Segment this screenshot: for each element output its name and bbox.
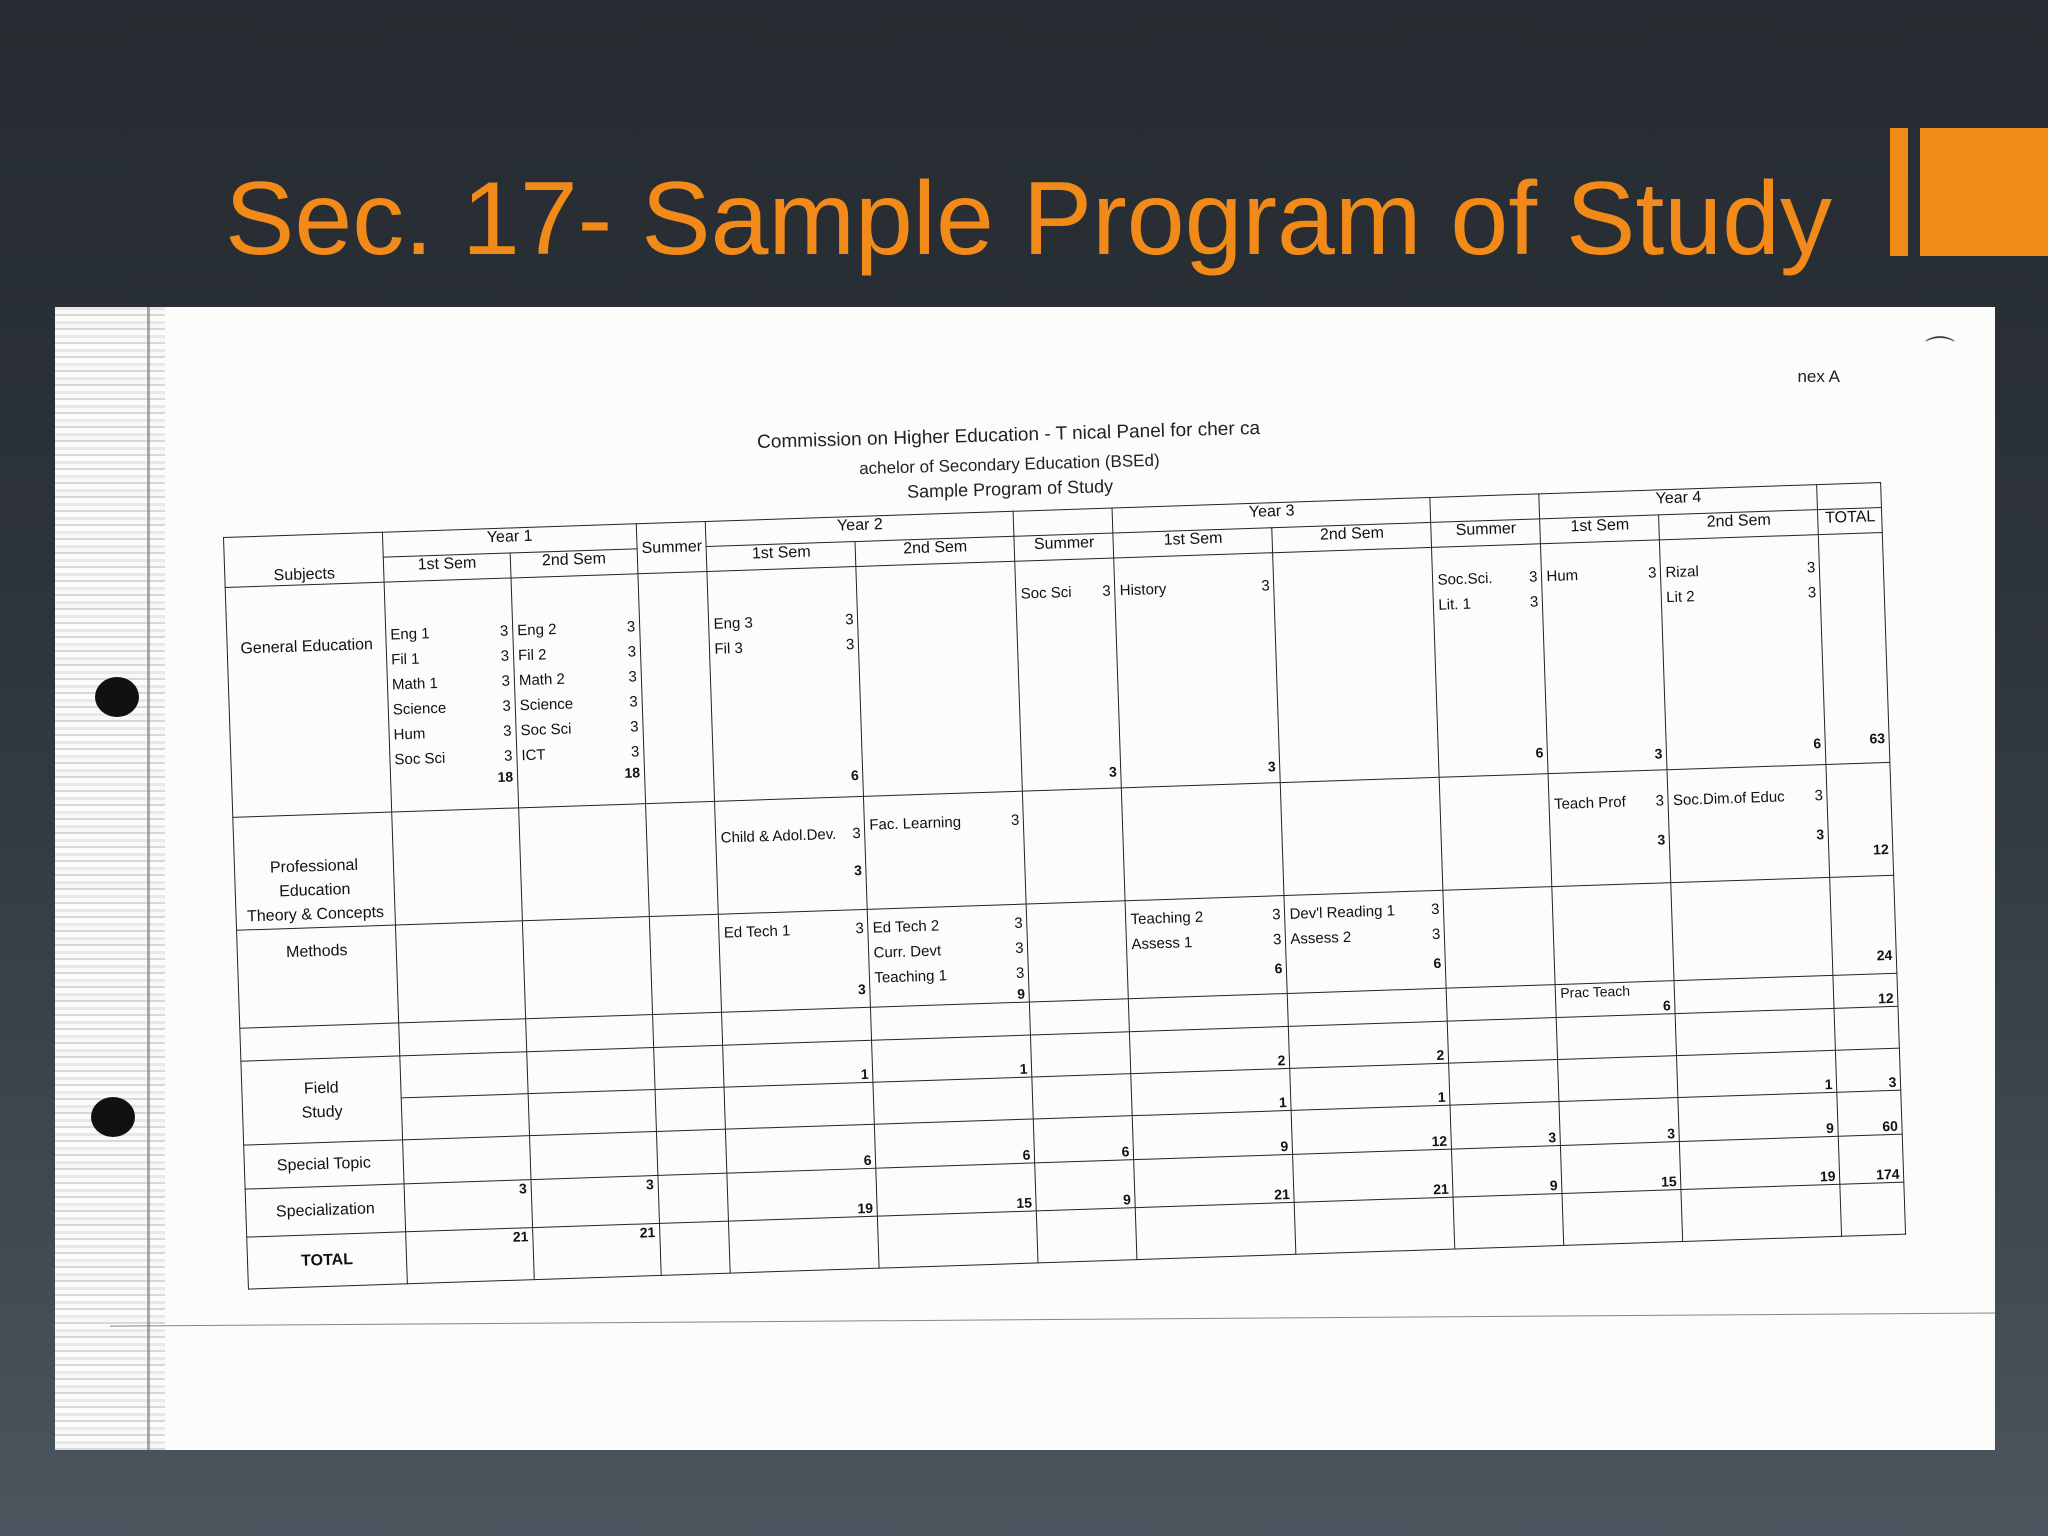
units-subtotal: 18 — [497, 768, 514, 786]
st-y4s1: 3 — [1559, 1098, 1679, 1146]
subject-entry: Fil 3 3 — [714, 636, 855, 658]
st-total: 60 — [1837, 1090, 1902, 1136]
fs1-y3s1: 2 — [1130, 1026, 1290, 1073]
st-y2s2: 6 — [875, 1119, 1035, 1168]
theory-y2s1-cell — [715, 796, 868, 914]
specialization-label: Specialization — [245, 1184, 406, 1237]
prof-ed-label — [233, 812, 396, 930]
header-program: achelor of Secondary Education (BSEd) — [858, 450, 1160, 479]
prac-y2s1-cell — [722, 1007, 872, 1045]
theory-y2s2-cell — [864, 791, 1027, 909]
st-y3su: 3 — [1450, 1102, 1560, 1150]
fs2-y4s2: 1 — [1677, 1050, 1837, 1097]
subject-entry: Ed Tech 1 3 — [723, 919, 865, 942]
methods-y2s2-cell — [868, 904, 1030, 1007]
prac-y1s2-cell — [526, 1015, 654, 1052]
special-topic-label: Special Topic — [244, 1140, 404, 1189]
subject-entry: Fil 1 3 — [390, 647, 510, 669]
subject-entry: Child & Adol.Dev. 3 — [720, 825, 861, 847]
subject-entry: Lit 2 3 — [1665, 584, 1817, 607]
subject-entry: Curr. Devt 3 — [873, 939, 1024, 962]
units-subtotal: 3 — [1654, 745, 1663, 762]
y4-2nd-sem-header: 2nd Sem — [1659, 510, 1819, 540]
subject-entry: Rizal 3 — [1665, 559, 1816, 582]
subject-entry: Soc Sci 3 — [394, 747, 513, 769]
y1-1st-sem-header: 1st Sem — [383, 553, 511, 582]
theory-y3s2-cell — [1281, 777, 1444, 895]
corner-mark: ⌒ — [1925, 336, 1955, 369]
total-header: TOTAL — [1818, 507, 1883, 534]
gen-ed-y4s1-cell — [1541, 540, 1668, 774]
subject-entry: ICT 3 — [521, 743, 640, 765]
subject-entry: Fil 2 3 — [517, 643, 637, 665]
program-of-study-table — [223, 482, 1907, 1290]
methods-label: Methods — [237, 925, 399, 1028]
tot-y1s2: 21 — [533, 1223, 662, 1279]
punch-hole — [91, 1097, 135, 1137]
subject-entry: Assess 1 3 — [1131, 931, 1282, 954]
year4-header: Year 4 — [1539, 485, 1818, 519]
methods-y3su-cell — [1443, 887, 1555, 989]
methods-y1s1-cell — [395, 921, 525, 1023]
gen-ed-y2s1-cell — [707, 567, 864, 802]
subject-entry: Lit. 1 3 — [1438, 593, 1539, 614]
fs1-y2s1: 1 — [723, 1040, 873, 1087]
subject-entry: Science 3 — [519, 693, 638, 715]
units-subtotal: 3 — [857, 980, 867, 998]
units-subtotal: 3 — [1267, 758, 1276, 775]
subject-entry: Soc Sci 3 — [1020, 582, 1112, 603]
field-study-label: Field Study — [241, 1056, 403, 1145]
binding-edge-line — [147, 307, 150, 1450]
subject-entry: Teach Prof 3 — [1553, 792, 1665, 814]
theory-y4s2-cell — [1667, 764, 1830, 882]
subjects-header: Subjects — [224, 532, 385, 587]
tot-y2su: 9 — [1035, 1160, 1136, 1211]
y3-summer-header: Summer — [1431, 519, 1541, 548]
subject-entry: Teaching 1 3 — [874, 964, 1025, 987]
theory-y2su-cell — [1023, 788, 1126, 904]
y3-1st-sem-header: 1st Sem — [1113, 528, 1273, 558]
tot-y1s1: 21 — [406, 1228, 535, 1284]
punch-hole — [95, 677, 139, 717]
subject-entry: Soc.Sci. 3 — [1437, 568, 1538, 589]
units-subtotal: 6 — [1813, 735, 1822, 752]
prac-y3su-cell — [1447, 985, 1557, 1022]
document-header — [555, 307, 1455, 502]
year1-summer-header: Summer — [636, 521, 707, 573]
subject-entry: Math 2 3 — [518, 668, 638, 690]
st-y3s2: 12 — [1292, 1105, 1452, 1154]
program-table-wrapper — [223, 482, 1907, 1290]
header-commission: Commission on Higher Education - T nical Panel for cher ca — [756, 417, 1261, 453]
subject-entry: Eng 3 3 — [713, 611, 854, 633]
prac-y1s1-cell — [399, 1019, 527, 1056]
subject-entry: Hum 3 — [393, 722, 512, 744]
theory-y1s2-cell — [519, 804, 650, 921]
tot-y3s2: 21 — [1293, 1149, 1454, 1202]
tot-y4s2: 19 — [1680, 1136, 1841, 1189]
subject-entry: Teaching 2 3 — [1130, 906, 1281, 929]
annex-label: nex A — [1797, 367, 1840, 386]
units-subtotal: 3 — [853, 862, 863, 879]
units-subtotal: 18 — [624, 764, 641, 781]
y4-1st-sem-header: 1st Sem — [1540, 515, 1660, 544]
units-subtotal: 6 — [1662, 997, 1672, 1014]
prof-ed-text: Professional Education — [269, 856, 359, 901]
prac-y3s1-cell — [1129, 993, 1289, 1031]
y1-2nd-sem-header: 2nd Sem — [510, 549, 638, 578]
y2-2nd-sem-header: 2nd Sem — [855, 536, 1015, 566]
methods-y3s1-cell — [1126, 896, 1288, 999]
fs2-total: 3 — [1836, 1048, 1901, 1092]
tot-total: 174 — [1839, 1134, 1905, 1184]
prac-y4s2-cell — [1674, 975, 1834, 1013]
prac-y2s2-cell — [871, 1002, 1031, 1040]
theory-text: Theory & Concepts — [246, 903, 385, 926]
units-subtotal: 6 — [850, 767, 859, 784]
units-subtotal: 6 — [1433, 954, 1442, 972]
subject-entry: Soc.Dim.of Educ 3 — [1672, 787, 1824, 810]
gen-ed-total-cell: 63 — [1819, 532, 1891, 764]
subject-entry: Assess 2 3 — [1290, 925, 1441, 948]
fs1-y2s2: 1 — [872, 1035, 1032, 1082]
tot-y3s1: 21 — [1134, 1154, 1295, 1207]
tot-y2s1: 19 — [727, 1168, 878, 1221]
prac-y3s2-cell — [1288, 988, 1448, 1026]
methods-y2s1-cell — [719, 909, 871, 1012]
methods-total-cell: 24 — [1830, 875, 1897, 975]
st-y4s2: 9 — [1678, 1092, 1838, 1141]
theory-y1su-cell — [646, 801, 719, 916]
methods-y1su-cell — [649, 914, 722, 1014]
subject-entry: Math 1 3 — [391, 672, 511, 694]
year2-summer-spacer — [1014, 508, 1114, 536]
st-y3s1: 9 — [1133, 1110, 1293, 1159]
gen-ed-y1su-cell — [638, 571, 715, 803]
y2-1st-sem-header: 1st Sem — [707, 542, 857, 572]
year2-header: Year 2 — [706, 511, 1015, 546]
gen-ed-label: General Education — [225, 582, 392, 817]
units-subtotal: 6 — [1535, 744, 1544, 761]
tot-y2s2: 15 — [876, 1163, 1037, 1216]
accent-bar-thin — [1890, 128, 1908, 256]
year3-header: Year 3 — [1112, 497, 1431, 533]
methods-y1s2-cell — [522, 917, 652, 1019]
subject-entry: Soc Sci 3 — [520, 718, 639, 740]
y3-2nd-sem-header: 2nd Sem — [1272, 522, 1432, 552]
fs1-y3s2: 2 — [1289, 1021, 1449, 1068]
gen-ed-y2su-cell — [1015, 558, 1122, 791]
prac-total-cell: 12 — [1833, 973, 1898, 1008]
gen-ed-y1s1-cell — [384, 578, 519, 812]
units-subtotal: 3 — [1657, 831, 1666, 848]
units-subtotal: 3 — [1816, 826, 1825, 843]
sp-y1s1: 3 — [404, 1180, 533, 1232]
methods-y3s2-cell — [1284, 890, 1446, 993]
theory-y1s1-cell — [392, 808, 523, 925]
theory-total-cell: 12 — [1826, 762, 1894, 877]
year1-header: Year 1 — [382, 524, 637, 557]
prac-y2su-cell — [1030, 999, 1130, 1035]
sp-y1s2: 3 — [531, 1175, 660, 1227]
subject-entry: Ed Tech 2 3 — [872, 914, 1023, 937]
st-y2s1: 6 — [726, 1124, 876, 1173]
year3-summer-spacer — [1430, 494, 1540, 523]
fs2-y3s2: 1 — [1290, 1063, 1450, 1110]
st-y2su: 6 — [1034, 1116, 1134, 1163]
prac-y1su-cell — [653, 1012, 724, 1047]
gen-ed-y2s2-cell — [856, 561, 1023, 796]
scan-artifact-line — [110, 1312, 1995, 1326]
tot-y4s1: 15 — [1561, 1142, 1682, 1194]
subject-entry: Dev'l Reading 1 3 — [1289, 900, 1440, 923]
theory-y3su-cell — [1440, 774, 1553, 891]
prac-y4s1-cell — [1556, 981, 1676, 1018]
gen-ed-y3s2-cell — [1273, 547, 1440, 782]
theory-y3s1-cell — [1122, 783, 1285, 901]
gen-ed-y4s2-cell — [1660, 535, 1827, 770]
total-header-spacer — [1817, 482, 1882, 509]
gen-ed-y3s1-cell — [1114, 553, 1281, 788]
subject-entry: Science 3 — [392, 697, 512, 719]
subject-entry: Eng 2 3 — [516, 618, 636, 640]
accent-block — [1920, 128, 2048, 256]
header-sample: Sample Program of Study — [906, 476, 1114, 502]
methods-y4s2-cell — [1671, 877, 1833, 980]
subject-entry: Fac. Learning 3 — [869, 811, 1020, 834]
gen-ed-y3su-cell — [1432, 544, 1549, 777]
subject-entry: Eng 1 3 — [390, 622, 509, 644]
theory-y4s1-cell — [1549, 770, 1672, 887]
units-subtotal: 6 — [1274, 960, 1283, 977]
methods-y4s1-cell — [1552, 883, 1674, 985]
subject-entry: Hum 3 — [1546, 564, 1657, 586]
methods-y2su-cell — [1027, 901, 1129, 1002]
units-subtotal: 3 — [1108, 763, 1117, 780]
prac-teach-subject: Prac Teach — [1560, 982, 1631, 1001]
prac-label-cell — [240, 1023, 400, 1061]
tot-y3su: 9 — [1452, 1145, 1563, 1197]
units-subtotal: 9 — [1016, 985, 1026, 1002]
y2-summer-header: Summer — [1014, 533, 1114, 561]
gen-ed-y1s2-cell — [511, 574, 646, 808]
total-label: TOTAL — [247, 1232, 408, 1289]
subject-entry: History 3 — [1119, 577, 1270, 600]
fs2-y3s1: 1 — [1131, 1068, 1291, 1115]
slide-title: Sec. 17- Sample Program of Study — [225, 161, 1832, 277]
scanned-document — [55, 307, 1995, 1450]
